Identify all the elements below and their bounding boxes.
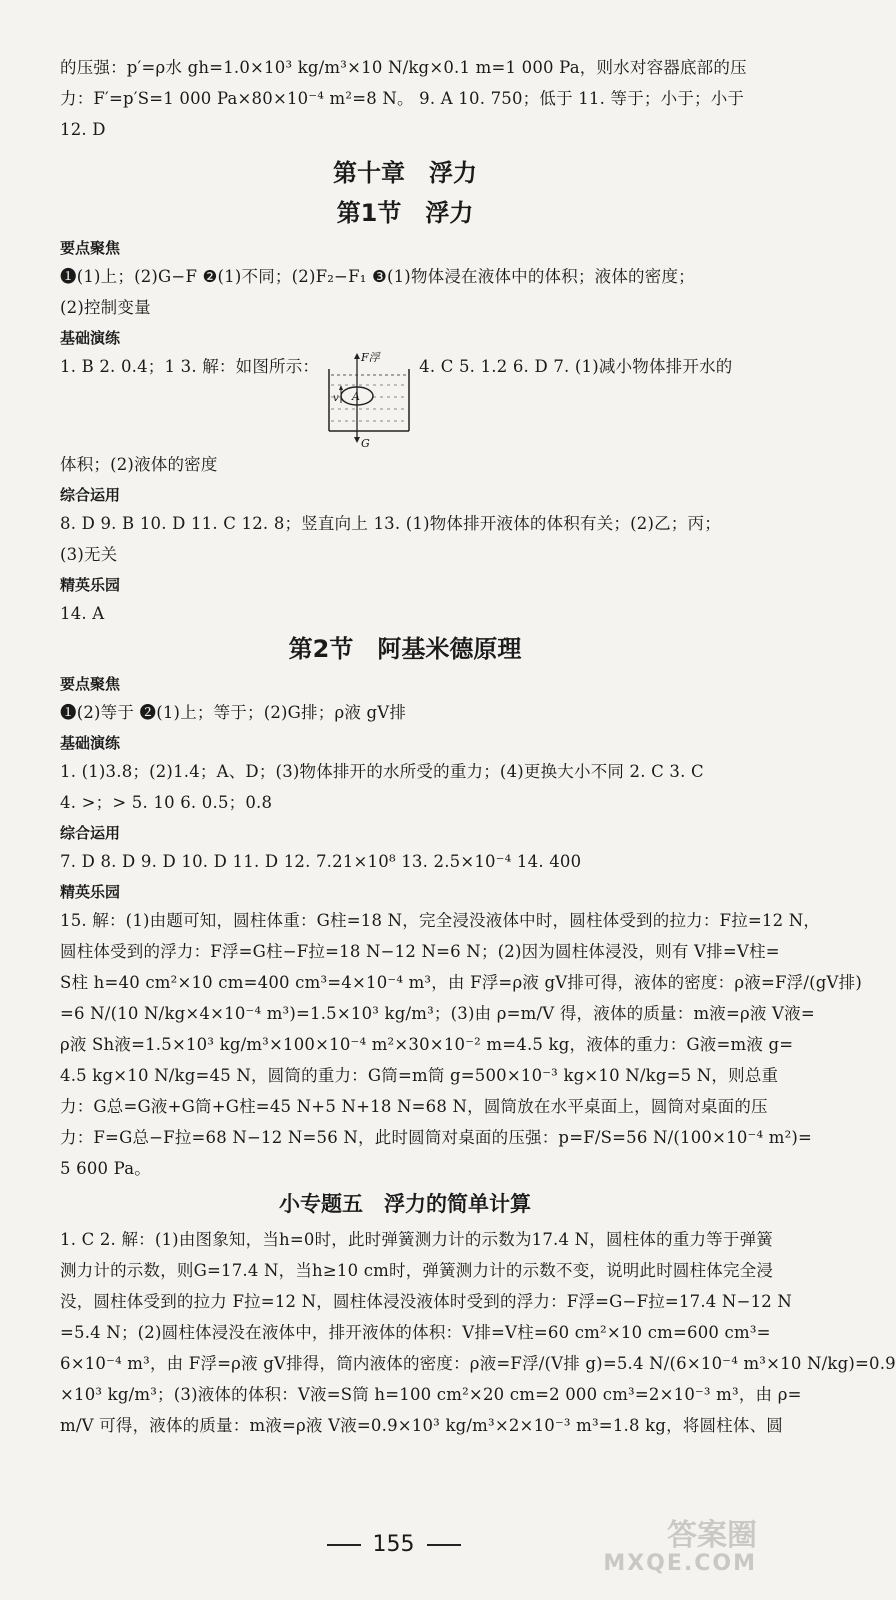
- text-line: ρ液 Sh液=1.5×10³ kg/m³×100×10⁻⁴ m²×30×10⁻² m=4.5 kg，液体的重力：G液=m液 g=: [60, 1035, 794, 1054]
- text-line: (3)无关: [60, 545, 118, 564]
- watermark-url: MXQE.COM: [603, 1551, 757, 1576]
- text-line: 的压强：p′=ρ水 gh=1.0×10³ kg/m³×10 N/kg×0.1 m=1 000 Pa，则水对容器底部的压: [60, 58, 747, 77]
- text-line: 8. D 9. B 10. D 11. C 12. 8；竖直向上 13. (1)物体排开液体的体积有关；(2)乙；丙；: [60, 514, 721, 533]
- text-line: S柱 h=40 cm²×10 cm=400 cm³=4×10⁻⁴ m³，由 F浮=ρ液 gV排可得，液体的密度：ρ液=F浮/(gV排): [60, 973, 862, 992]
- text-line: 4.5 kg×10 N/kg=45 N，圆筒的重力：G筒=m筒 g=500×10⁻³ kg×10 N/kg=5 N，则总重: [60, 1066, 779, 1085]
- text-line: ❶(2)等于 ❷(1)上；等于；(2)G排；ρ液 gV排: [60, 703, 407, 722]
- section-label: 要点聚焦: [60, 239, 121, 257]
- chapter-title: 第十章 浮力: [333, 159, 477, 187]
- text-line: =6 N/(10 N/kg×4×10⁻⁴ m³)=1.5×10³ kg/m³；(3)由 ρ=m/V 得，液体的质量：m液=ρ液 V液=: [60, 1004, 815, 1023]
- section-label: 精英乐园: [60, 576, 121, 594]
- text-line: 6×10⁻⁴ m³，由 F浮=ρ液 gV排得，筒内液体的密度：ρ液=F浮/(V排 g)=5.4 N/(6×10⁻⁴ m³×10 N/kg)=0.9: [60, 1354, 896, 1373]
- section-label: 综合运用: [60, 824, 121, 842]
- section-label: 精英乐园: [60, 883, 121, 901]
- text-line: 测力计的示数，则G=17.4 N，当h≥10 cm时，弹簧测力计的示数不变，说明此时圆柱体完全浸: [60, 1261, 774, 1280]
- object-label: A: [352, 390, 361, 403]
- text-line: ×10³ kg/m³；(3)液体的体积：V液=S筒 h=100 cm²×20 cm=2 000 cm³=2×10⁻³ m³，由 ρ=: [60, 1385, 802, 1404]
- text-line: 15. 解：(1)由题可知，圆柱体重：G柱=18 N，完全浸没液体中时，圆柱体受到的拉力：F拉=12 N，: [60, 911, 821, 930]
- text-line: 力：F=G总−F拉=68 N−12 N=56 N，此时圆筒对桌面的压强：p=F/S=56 N/(100×10⁻⁴ m²)=: [60, 1128, 813, 1147]
- text-line: 圆柱体受到的浮力：F浮=G柱−F拉=18 N−12 N=6 N；(2)因为圆柱体浸没，则有 V排=V柱=: [60, 942, 780, 961]
- text-line: 力：G总=G液+G筒+G柱=45 N+5 N+18 N=68 N，圆筒放在水平桌面上，圆筒对桌面的压: [60, 1097, 768, 1116]
- buoyancy-force-label: F浮: [361, 351, 380, 364]
- text-line: 12. D: [60, 120, 106, 139]
- topic-title: 小专题五 浮力的简单计算: [279, 1192, 531, 1216]
- page-number-text: 155: [372, 1532, 415, 1557]
- buoyancy-diagram: [319, 351, 419, 449]
- watermark-text: 答案圈: [667, 1518, 757, 1553]
- section-label: 要点聚焦: [60, 675, 121, 693]
- velocity-label: v: [333, 393, 339, 404]
- answer-row-with-diagram: [60, 351, 750, 449]
- text-line: 体积；(2)液体的密度: [60, 455, 218, 474]
- text-line: =5.4 N；(2)圆柱体浸没在液体中，排开液体的体积：V排=V柱=60 cm²×10 cm=600 cm³=: [60, 1323, 771, 1342]
- text-line: 14. A: [60, 604, 105, 623]
- section-title: 第2节 阿基米德原理: [288, 635, 522, 663]
- text-line: ❶(1)上；(2)G−F ❷(1)不同；(2)F₂−F₁ ❸(1)物体浸在液体中的体积；液体的密度；: [60, 267, 695, 286]
- text-line: 1. B 2. 0.4；1 3. 解：如图所示：: [60, 357, 320, 376]
- text-line: 没，圆柱体受到的拉力 F拉=12 N，圆柱体浸没液体时受到的浮力：F浮=G−F拉=17.4 N−12 N: [60, 1292, 793, 1311]
- section-label: 基础演练: [60, 734, 121, 752]
- text-line: 5 600 Pa。: [60, 1159, 151, 1178]
- text-line: 7. D 8. D 9. D 10. D 11. D 12. 7.21×10⁸ 13. 2.5×10⁻⁴ 14. 400: [60, 852, 582, 871]
- section-label: 基础演练: [60, 329, 121, 347]
- section-title: 第1节 浮力: [336, 199, 474, 227]
- watermark-logo: [557, 1518, 757, 1582]
- text-line: (2)控制变量: [60, 298, 151, 317]
- text-line: m/V 可得，液体的质量：m液=ρ液 V液=0.9×10³ kg/m³×2×10⁻³ m³=1.8 kg，将圆柱体、圆: [60, 1416, 783, 1435]
- text-line: 4. >；> 5. 10 6. 0.5；0.8: [60, 793, 273, 812]
- text-line: 1. C 2. 解：(1)由图象知，当h=0时，此时弹簧测力计的示数为17.4 N，圆柱体的重力等于弹簧: [60, 1230, 773, 1249]
- gravity-label: G: [361, 437, 370, 450]
- section-label: 综合运用: [60, 486, 121, 504]
- text-line: 力：F′=p′S=1 000 Pa×80×10⁻⁴ m²=8 N。 9. A 10. 750；低于 11. 等于；小于；小于: [60, 89, 745, 108]
- answer-page: [60, 52, 896, 1441]
- text-line: 1. (1)3.8；(2)1.4；A、D；(3)物体排开的水所受的重力；(4)更换大小不同 2. C 3. C: [60, 762, 704, 781]
- text-line: 4. C 5. 1.2 6. D 7. (1)减小物体排开水的: [419, 357, 733, 376]
